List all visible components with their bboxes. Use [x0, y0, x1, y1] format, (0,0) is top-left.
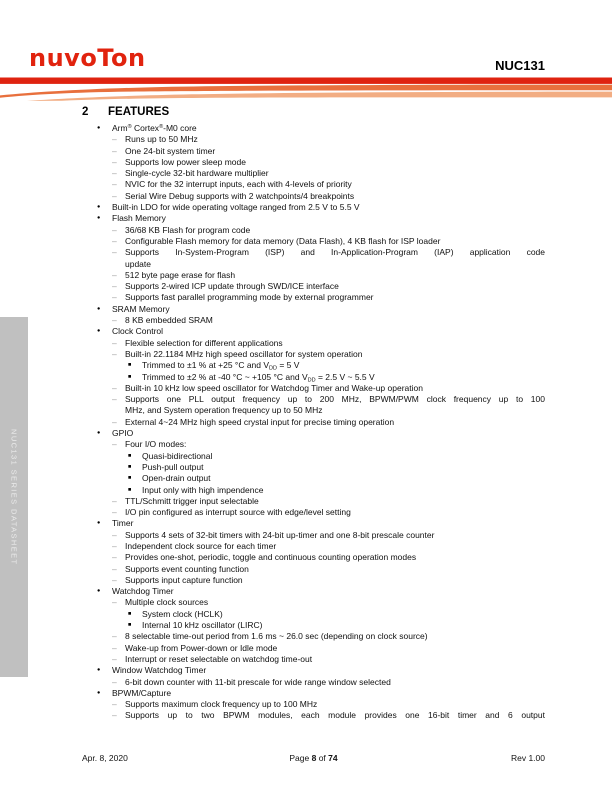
bullet-circle-icon: ● — [97, 689, 101, 696]
feature-text: Supports maximum clock frequency up to 100 MHz — [125, 699, 318, 710]
feature-item — [82, 677, 545, 688]
bullet-dash-icon: – — [112, 416, 117, 427]
feature-text: Configurable Flash memory for data memory (Data Flash), 4 KB flash for ISP loader — [125, 235, 441, 246]
bullet-circle-icon: ● — [97, 667, 101, 674]
feature-text: TTL/Schmitt trigger input selectable — [125, 495, 259, 506]
feature-item — [82, 191, 545, 202]
feature-item — [82, 281, 545, 292]
bullet-dash-icon: – — [112, 439, 117, 450]
bullet-square-icon: ■ — [128, 362, 132, 369]
feature-item — [82, 496, 545, 507]
feature-text: Watchdog Timer — [112, 586, 174, 597]
bullet-square-icon: ■ — [128, 452, 132, 459]
feature-item — [82, 383, 545, 394]
feature-item — [82, 631, 545, 642]
feature-item — [82, 394, 545, 417]
bullet-dash-icon: – — [112, 315, 117, 326]
feature-text: 36/68 KB Flash for program code — [125, 224, 251, 235]
feature-item — [82, 451, 545, 462]
features-list — [82, 123, 545, 722]
bullet-dash-icon: – — [112, 597, 117, 608]
bullet-dash-icon: – — [112, 269, 117, 280]
feature-item — [82, 643, 545, 654]
bullet-circle-icon: ● — [97, 215, 101, 222]
feature-text: Supports one PLL output frequency up to 200 MHz, BPWM/PWM clock frequency up to 100 MHz, and System operation frequency up to 50 MHz — [125, 394, 545, 416]
bullet-square-icon: ■ — [128, 475, 132, 482]
bullet-circle-icon: ● — [97, 520, 101, 527]
feature-text: Open-drain output — [142, 473, 211, 484]
feature-item — [82, 146, 545, 157]
feature-item — [82, 586, 545, 597]
feature-text: Provides one-shot, periodic, toggle and continuous counting operation modes — [125, 552, 417, 563]
bullet-dash-icon: – — [112, 699, 117, 710]
feature-text: 512 byte page erase for flash — [125, 269, 236, 280]
bullet-square-icon: ■ — [128, 622, 132, 629]
section-title: FEATURES — [108, 106, 170, 118]
feature-item — [82, 213, 545, 224]
bullet-dash-icon: – — [112, 382, 117, 393]
feature-text: Supports up to two BPWM modules, each module provides one 16-bit timer and 6 output — [125, 710, 545, 721]
feature-text: Internal 10 kHz oscillator (LIRC) — [142, 620, 263, 631]
feature-text: Window Watchdog Timer — [112, 665, 207, 676]
bullet-dash-icon: – — [112, 507, 117, 518]
feature-item — [82, 304, 545, 315]
feature-item — [82, 360, 545, 371]
feature-item — [82, 315, 545, 326]
feature-item — [82, 688, 545, 699]
bullet-circle-icon: ● — [97, 430, 101, 437]
feature-item — [82, 609, 545, 620]
feature-item — [82, 564, 545, 575]
feature-text: SRAM Memory — [112, 303, 170, 314]
feature-item — [82, 417, 545, 428]
bullet-dash-icon: – — [112, 134, 117, 145]
feature-item — [82, 270, 545, 281]
bullet-dash-icon: – — [112, 224, 117, 235]
section-heading — [82, 105, 545, 119]
feature-text: Flexible selection for different applications — [125, 337, 283, 348]
feature-item — [82, 439, 545, 450]
bullet-dash-icon: – — [112, 281, 117, 292]
bullet-dash-icon: – — [112, 552, 117, 563]
bullet-circle-icon: ● — [97, 588, 101, 595]
feature-text: Multiple clock sources — [125, 597, 209, 608]
feature-item — [82, 247, 545, 270]
feature-text: 6-bit down counter with 11-bit prescale for wide range window selected — [125, 676, 391, 687]
feature-item — [82, 338, 545, 349]
footer-page-number: Page 8 of 74 — [289, 753, 338, 763]
feature-item — [82, 428, 545, 439]
feature-item — [82, 530, 545, 541]
page-content — [82, 105, 545, 722]
feature-text: Supports input capture function — [125, 574, 243, 585]
bullet-dash-icon: – — [112, 653, 117, 664]
feature-item — [82, 202, 545, 213]
feature-text: Four I/O modes: — [125, 439, 187, 450]
feature-item — [82, 541, 545, 552]
footer-revision: Rev 1.00 — [510, 753, 545, 763]
feature-item — [82, 507, 545, 518]
document-title: NUC131 — [495, 58, 545, 73]
feature-item — [82, 157, 545, 168]
feature-text: Supports In-System-Program (ISP) and In-Application-Program (IAP) application code update — [125, 247, 545, 269]
feature-text: Arm® Cortex®-M0 core — [112, 123, 197, 133]
feature-item — [82, 699, 545, 710]
feature-text: GPIO — [112, 428, 134, 439]
feature-item — [82, 575, 545, 586]
bullet-circle-icon: ● — [97, 328, 101, 335]
bullet-circle-icon: ● — [97, 125, 101, 131]
feature-text: Trimmed to ±1 % at +25 °C and $V_{DD} = 5$ V — [142, 360, 300, 372]
side-tab — [0, 317, 28, 677]
feature-text: Built-in LDO for wide operating voltage ranged from 2.5 V to 5.5 V — [112, 202, 360, 213]
feature-text: Supports fast parallel programming mode by external programmer — [125, 292, 374, 303]
bullet-dash-icon: – — [112, 574, 117, 585]
feature-item — [82, 654, 545, 665]
header-swoosh-graphic — [0, 77, 612, 101]
feature-text: Interrupt or reset selectable on watchdog time-out — [125, 653, 313, 664]
bullet-square-icon: ■ — [128, 463, 132, 470]
side-tab-label: NUC131 SERIES DATASHEET — [9, 428, 19, 566]
bullet-dash-icon: – — [112, 235, 117, 246]
feature-text: Built-in 10 kHz low speed oscillator for Watchdog Timer and Wake-up operation — [125, 382, 423, 393]
feature-text: Clock Control — [112, 326, 164, 337]
feature-text: Input only with high impendence — [142, 484, 264, 495]
bullet-dash-icon: – — [112, 563, 117, 574]
feature-text: One 24-bit system timer — [125, 145, 216, 156]
footer-date: Apr. 8, 2020 — [82, 753, 128, 763]
bullet-dash-icon: – — [112, 337, 117, 348]
bullet-dash-icon: – — [112, 292, 117, 303]
feature-text: 8 KB embedded SRAM — [125, 315, 213, 326]
bullet-dash-icon: – — [112, 495, 117, 506]
feature-text: Wake-up from Power-down or Idle mode — [125, 642, 278, 653]
bullet-dash-icon: – — [112, 190, 117, 201]
bullet-dash-icon: – — [112, 179, 117, 190]
feature-item — [82, 620, 545, 631]
feature-item — [82, 236, 545, 247]
bullet-dash-icon: – — [112, 247, 117, 258]
bullet-dash-icon: – — [112, 631, 117, 642]
feature-text: Supports event counting function — [125, 563, 249, 574]
feature-text: Independent clock source for each timer — [125, 540, 277, 551]
bullet-dash-icon: – — [112, 168, 117, 179]
bullet-dash-icon: – — [112, 145, 117, 156]
feature-item — [82, 597, 545, 608]
feature-text: Supports low power sleep mode — [125, 156, 246, 167]
feature-item — [82, 134, 545, 145]
feature-item — [82, 552, 545, 563]
feature-text: Push-pull output — [142, 461, 204, 472]
bullet-dash-icon: – — [112, 348, 117, 359]
bullet-dash-icon: – — [112, 156, 117, 167]
feature-text: Supports 2-wired ICP update through SWD/ICE interface — [125, 281, 339, 292]
bullet-dash-icon: – — [112, 676, 117, 687]
bullet-dash-icon: – — [112, 394, 117, 405]
feature-item — [82, 665, 545, 676]
feature-text: Trimmed to ±2 % at -40 °C ~ +105 °C and $V_{DD} = 2.5$ V ~ 5.5 V — [142, 371, 375, 384]
feature-text: Timer — [112, 518, 134, 529]
feature-text: BPWM/Capture — [112, 687, 172, 698]
feature-item — [82, 462, 545, 473]
feature-text: Runs up to 50 MHz — [125, 134, 198, 145]
bullet-dash-icon: – — [112, 642, 117, 653]
bullet-square-icon: ■ — [128, 610, 132, 617]
feature-text: 8 selectable time-out period from 1.6 ms ~ 26.0 sec (depending on clock source) — [125, 631, 428, 642]
feature-text: External 4~24 MHz high speed crystal input for precise timing operation — [125, 416, 395, 427]
nuvoton-logo: nuvoTon — [29, 44, 146, 72]
feature-item — [82, 518, 545, 529]
feature-text: Flash Memory — [112, 213, 166, 224]
feature-item — [82, 292, 545, 303]
feature-text: Single-cycle 32-bit hardware multiplier — [125, 168, 269, 179]
feature-text: Built-in 22.1184 MHz high speed oscillator for system operation — [125, 348, 363, 359]
feature-item — [82, 710, 545, 721]
bullet-square-icon: ■ — [128, 486, 132, 493]
feature-item — [82, 168, 545, 179]
feature-text: System clock (HCLK) — [142, 608, 223, 619]
feature-item — [82, 349, 545, 360]
feature-item — [82, 123, 545, 134]
feature-text: NVIC for the 32 interrupt inputs, each with 4-levels of priority — [125, 179, 352, 190]
feature-item — [82, 485, 545, 496]
feature-text: Supports 4 sets of 32-bit timers with 24-bit up-timer and one 8-bit prescale counter — [125, 529, 435, 540]
feature-item — [82, 473, 545, 484]
feature-text: Serial Wire Debug supports with 2 watchpoints/4 breakpoints — [125, 190, 355, 201]
bullet-dash-icon: – — [112, 710, 117, 721]
feature-item — [82, 372, 545, 383]
feature-item — [82, 225, 545, 236]
bullet-square-icon: ■ — [128, 373, 132, 380]
bullet-circle-icon: ● — [97, 305, 101, 312]
feature-text: Quasi-bidirectional — [142, 450, 213, 461]
section-number: 2 — [82, 106, 89, 118]
feature-item — [82, 326, 545, 337]
feature-item — [82, 179, 545, 190]
bullet-circle-icon: ● — [97, 204, 101, 211]
feature-text: I/O pin configured as interrupt source with edge/level setting — [125, 507, 351, 518]
bullet-dash-icon: – — [112, 529, 117, 540]
bullet-dash-icon: – — [112, 540, 117, 551]
